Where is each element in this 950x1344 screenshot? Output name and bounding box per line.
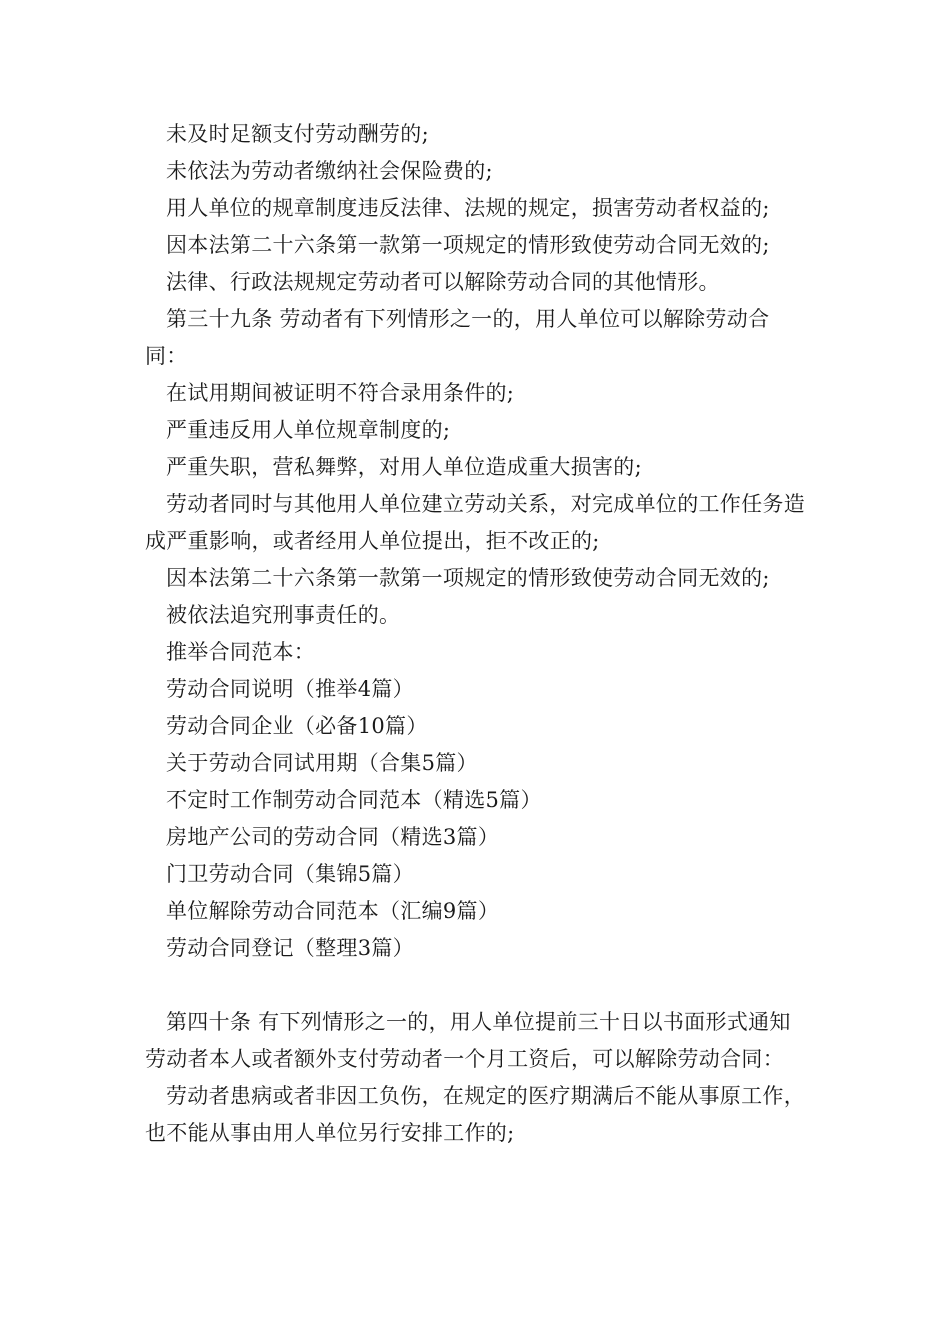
article-39-heading: 第三十九条 劳动者有下列情形之一的，用人单位可以解除劳动合同： [145,307,770,368]
recommended-template-item: 不定时工作制劳动合同范本（精选5篇） [166,788,542,812]
paragraph: 严重违反用人单位规章制度的; [166,418,451,442]
paragraph: 严重失职，营私舞弊，对用人单位造成重大损害的; [166,455,642,479]
blank-line [145,967,810,1004]
paragraph: 被依法追究刑事责任的。 [166,603,401,627]
paragraph: 用人单位的规章制度违反法律、法规的规定，损害劳动者权益的; [166,196,770,220]
paragraph: 劳动者同时与其他用人单位建立劳动关系，对完成单位的工作任务造成严重影响，或者经用人单位提出，拒不改正的; [145,492,805,553]
paragraph: 法律、行政法规规定劳动者可以解除劳动合同的其他情形。 [166,270,720,294]
recommended-template-item: 关于劳动合同试用期（合集5篇） [166,751,478,775]
paragraph: 因本法第二十六条第一款第一项规定的情形致使劳动合同无效的; [166,233,770,257]
paragraph: 未依法为劳动者缴纳社会保险费的; [166,159,493,183]
recommended-templates-heading: 推举合同范本： [166,640,316,664]
recommended-template-item: 劳动合同说明（推举4篇） [166,677,414,701]
recommended-template-item: 门卫劳动合同（集锦5篇） [166,862,414,886]
recommended-template-item: 单位解除劳动合同范本（汇编9篇） [166,899,500,923]
paragraph: 劳动者患病或者非因工负伤，在规定的医疗期满后不能从事原工作，也不能从事由用人单位另行安排工作的; [145,1084,805,1145]
recommended-template-item: 劳动合同企业（必备10篇） [166,714,428,738]
paragraph: 在试用期间被证明不符合录用条件的; [166,381,515,405]
paragraph: 未及时足额支付劳动酬劳的; [166,122,429,146]
paragraph: 因本法第二十六条第一款第一项规定的情形致使劳动合同无效的; [166,566,770,590]
recommended-template-item: 房地产公司的劳动合同（精选3篇） [166,825,500,849]
article-40-heading: 第四十条 有下列情形之一的，用人单位提前三十日以书面形式通知劳动者本人或者额外支付劳动者一个月工资后，可以解除劳动合同： [145,1010,791,1071]
document-body [145,116,810,1152]
recommended-template-item: 劳动合同登记（整理3篇） [166,936,414,960]
